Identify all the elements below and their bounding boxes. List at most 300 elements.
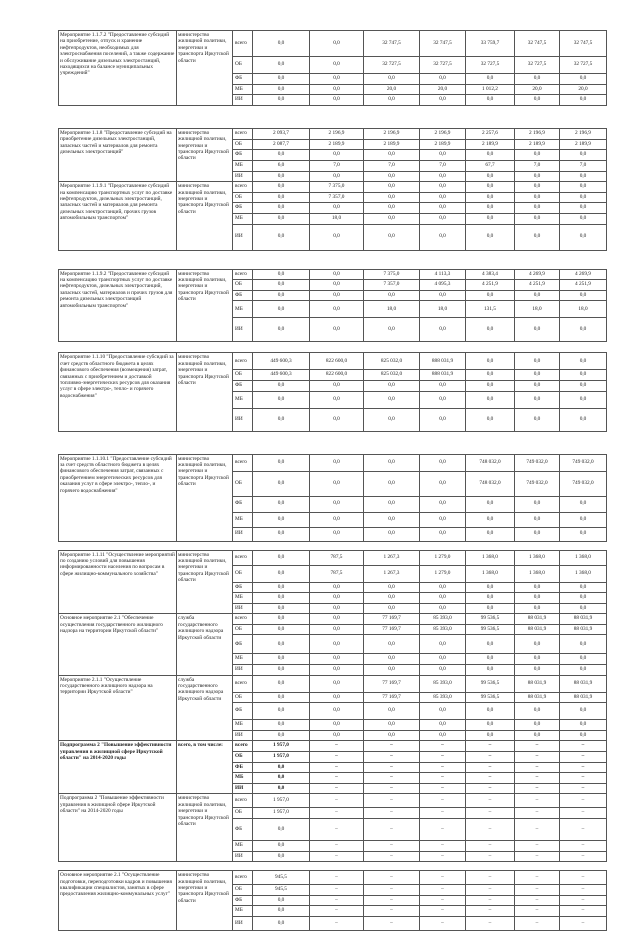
amount-cell: 0,0 xyxy=(253,703,310,720)
amount-cell: – xyxy=(466,819,515,841)
amount-cell: 0,0 xyxy=(420,603,466,614)
table-row xyxy=(59,550,607,565)
amount-cell: 0,0 xyxy=(310,635,364,654)
amount-cell: 0,0 xyxy=(310,150,364,161)
amount-cell: 0,0 xyxy=(515,318,560,342)
amount-cell: 0,0 xyxy=(364,582,420,593)
amount-cell: 0,0 xyxy=(466,203,515,214)
amount-cell: 0,0 xyxy=(253,593,310,604)
amount-cell: 0,0 xyxy=(515,182,560,193)
amount-cell: 0,0 xyxy=(253,471,310,496)
amount-cell: 2 189,9 xyxy=(364,139,420,150)
amount-cell: 0,0 xyxy=(253,290,310,301)
amount-cell: – xyxy=(466,762,515,773)
responsible-executor: служба государственного жилищного надзора Иркутской области xyxy=(177,614,233,675)
measure-description: Основное мероприятие 2.1 "Осуществление подготовки, переподготовки кадров и повышения квалификации специалистов, занятых в сфере предоставления жилищно-коммунальных услуг" xyxy=(59,871,177,931)
amount-cell: 888 031,9 xyxy=(420,370,466,381)
amount-cell: 0,0 xyxy=(466,582,515,593)
amount-cell: 0,0 xyxy=(466,665,515,676)
amount-cell: – xyxy=(310,885,364,896)
amount-cell: 0,0 xyxy=(253,182,310,193)
amount-cell: 945,5 xyxy=(253,885,310,896)
amount-cell: 2 196,9 xyxy=(515,128,560,139)
amount-cell: 0,0 xyxy=(364,150,420,161)
funding-source-cell: всего xyxy=(233,550,253,565)
amount-cell: 0,0 xyxy=(560,512,607,527)
amount-cell: 0,0 xyxy=(560,730,607,741)
separator-cell xyxy=(59,431,607,454)
amount-cell: – xyxy=(310,906,364,917)
amount-cell: 7 375,0 xyxy=(310,182,364,193)
amount-cell: 787,5 xyxy=(310,565,364,582)
amount-cell: 7 357,0 xyxy=(310,192,364,203)
funding-source-cell: ОБ xyxy=(233,624,253,635)
amount-cell: 32 747,5 xyxy=(560,31,607,57)
amount-cell: 0,0 xyxy=(560,192,607,203)
amount-cell: 4 383,4 xyxy=(466,269,515,280)
funding-source-cell: всего xyxy=(233,353,253,370)
amount-cell: – xyxy=(364,773,420,784)
amount-cell: 77 169,7 xyxy=(364,692,420,703)
amount-cell: 0,0 xyxy=(364,171,420,182)
amount-cell: 0,0 xyxy=(515,635,560,654)
amount-cell: – xyxy=(364,752,420,763)
responsible-executor: служба государственного жилищного надзора Иркутской области xyxy=(177,675,233,741)
amount-cell: 0,0 xyxy=(515,192,560,203)
amount-cell: 85 393,0 xyxy=(420,614,466,625)
funding-source-cell: МБ xyxy=(233,301,253,318)
amount-cell: 0,0 xyxy=(560,582,607,593)
amount-cell: 0,0 xyxy=(364,665,420,676)
funding-source-cell: МБ xyxy=(233,906,253,917)
amount-cell: 0,0 xyxy=(420,74,466,85)
amount-cell: 0,0 xyxy=(466,370,515,381)
amount-cell: 0,0 xyxy=(253,783,310,794)
amount-cell: 20,0 xyxy=(364,84,420,95)
amount-cell: 4 251,9 xyxy=(560,280,607,291)
amount-cell: 0,0 xyxy=(560,182,607,193)
amount-cell: – xyxy=(364,794,420,808)
budget-table xyxy=(58,30,607,931)
amount-cell: 0,0 xyxy=(560,654,607,665)
amount-cell: – xyxy=(560,808,607,819)
amount-cell: 0,0 xyxy=(466,74,515,85)
amount-cell: 0,0 xyxy=(310,74,364,85)
amount-cell: – xyxy=(515,752,560,763)
amount-cell: 0,0 xyxy=(420,703,466,720)
amount-cell: – xyxy=(420,906,466,917)
amount-cell: 18,0 xyxy=(364,301,420,318)
amount-cell: 825 032,0 xyxy=(364,353,420,370)
amount-cell: – xyxy=(466,794,515,808)
amount-cell: 33 759,7 xyxy=(466,31,515,57)
table-row xyxy=(59,871,607,885)
amount-cell: 0,0 xyxy=(364,318,420,342)
amount-cell: 825 032,0 xyxy=(364,370,420,381)
amount-cell: 0,0 xyxy=(420,95,466,106)
amount-cell: – xyxy=(310,819,364,841)
amount-cell: – xyxy=(310,773,364,784)
funding-source-cell: ФБ xyxy=(233,290,253,301)
funding-source-cell: ФБ xyxy=(233,74,253,85)
amount-cell: – xyxy=(515,762,560,773)
amount-cell: 945,5 xyxy=(253,871,310,885)
amount-cell: – xyxy=(310,741,364,752)
amount-cell: 99 536,5 xyxy=(466,692,515,703)
amount-cell: – xyxy=(364,895,420,906)
separator-cell xyxy=(59,250,607,269)
amount-cell: 0,0 xyxy=(420,391,466,408)
amount-cell: 32 747,5 xyxy=(364,31,420,57)
funding-source-cell: ФБ xyxy=(233,703,253,720)
amount-cell: 0,0 xyxy=(515,203,560,214)
block-separator xyxy=(59,105,607,128)
amount-cell: 0,0 xyxy=(420,527,466,541)
responsible-executor: министерство жилищной политики, энергетики и транспорта Иркутской области xyxy=(177,794,233,862)
amount-cell: – xyxy=(364,808,420,819)
measure-description: Мероприятие 1.1.9.2 "Предоставление субсидий на компенсацию транспортных услуг по доставке нефтепродуктов, дизельных электростанций, запасных частей, материалов и прочих грузов для ремонта дизельных электростанций автомобильным транспортом" xyxy=(59,269,177,342)
funding-source-cell: МБ xyxy=(233,160,253,171)
separator-cell xyxy=(59,862,607,871)
funding-source-cell: МБ xyxy=(233,773,253,784)
amount-cell: 0,0 xyxy=(253,665,310,676)
amount-cell: – xyxy=(466,885,515,896)
amount-cell: 0,0 xyxy=(364,408,420,431)
amount-cell: 0,0 xyxy=(420,654,466,665)
amount-cell: – xyxy=(466,841,515,852)
amount-cell: 0,0 xyxy=(420,224,466,250)
amount-cell: 0,0 xyxy=(466,635,515,654)
funding-source-cell: всего xyxy=(233,269,253,280)
amount-cell: – xyxy=(420,752,466,763)
funding-source-cell: всего xyxy=(233,741,253,752)
amount-cell: 0,0 xyxy=(515,603,560,614)
amount-cell: 0,0 xyxy=(253,819,310,841)
amount-cell: – xyxy=(420,773,466,784)
amount-cell: – xyxy=(560,794,607,808)
amount-cell: 0,0 xyxy=(310,730,364,741)
amount-cell: 0,0 xyxy=(310,527,364,541)
amount-cell: 0,0 xyxy=(253,224,310,250)
amount-cell: 0,0 xyxy=(364,454,420,471)
amount-cell: 0,0 xyxy=(310,203,364,214)
amount-cell: 32 747,5 xyxy=(515,31,560,57)
amount-cell: 0,0 xyxy=(310,692,364,703)
amount-cell: – xyxy=(515,895,560,906)
amount-cell: 0,0 xyxy=(310,593,364,604)
amount-cell: 0,0 xyxy=(310,603,364,614)
amount-cell: 2 189,9 xyxy=(560,139,607,150)
amount-cell: 0,0 xyxy=(515,353,560,370)
amount-cell: 18,0 xyxy=(420,301,466,318)
amount-cell: 7,0 xyxy=(560,160,607,171)
amount-cell: 0,0 xyxy=(466,182,515,193)
amount-cell: – xyxy=(420,851,466,862)
amount-cell: – xyxy=(515,885,560,896)
amount-cell: – xyxy=(466,871,515,885)
amount-cell: 0,0 xyxy=(310,380,364,391)
amount-cell: – xyxy=(560,885,607,896)
funding-source-cell: ОБ xyxy=(233,370,253,381)
amount-cell: 0,0 xyxy=(364,720,420,731)
amount-cell: – xyxy=(466,752,515,763)
block-separator xyxy=(59,250,607,269)
amount-cell: 0,0 xyxy=(515,380,560,391)
amount-cell: 32 747,5 xyxy=(420,31,466,57)
funding-source-cell: МБ xyxy=(233,213,253,224)
amount-cell: – xyxy=(515,773,560,784)
amount-cell: 0,0 xyxy=(253,550,310,565)
responsible-executor: министерство жилищной политики, энергетики и транспорта Иркутской области xyxy=(177,31,233,106)
amount-cell: 4 113,3 xyxy=(420,269,466,280)
amount-cell: 0,0 xyxy=(364,224,420,250)
block-separator xyxy=(59,541,607,550)
amount-cell: 88 031,9 xyxy=(515,624,560,635)
amount-cell: 1 267,3 xyxy=(364,565,420,582)
amount-cell: 0,0 xyxy=(310,624,364,635)
funding-source-cell: ОБ xyxy=(233,471,253,496)
amount-cell: 0,0 xyxy=(420,408,466,431)
amount-cell: 0,0 xyxy=(515,654,560,665)
amount-cell: – xyxy=(364,762,420,773)
amount-cell: 0,0 xyxy=(515,703,560,720)
amount-cell: 0,0 xyxy=(253,692,310,703)
amount-cell: 0,0 xyxy=(466,654,515,665)
amount-cell: 7,0 xyxy=(310,160,364,171)
amount-cell: 822 600,0 xyxy=(310,353,364,370)
amount-cell: 0,0 xyxy=(420,192,466,203)
amount-cell: – xyxy=(560,762,607,773)
amount-cell: 0,0 xyxy=(253,730,310,741)
amount-cell: 0,0 xyxy=(364,290,420,301)
amount-cell: – xyxy=(515,783,560,794)
amount-cell: – xyxy=(310,916,364,930)
amount-cell: 88 031,9 xyxy=(515,614,560,625)
table-row xyxy=(59,794,607,808)
amount-cell: 0,0 xyxy=(253,301,310,318)
amount-cell: 85 393,0 xyxy=(420,692,466,703)
amount-cell: 0,0 xyxy=(310,512,364,527)
measure-description: Мероприятие 1.1.8 "Предоставление субсидий на приобретение дизельных электростанций, запасных частей и материалов для ремонта дизельных электростанций" xyxy=(59,128,177,181)
amount-cell: 0,0 xyxy=(310,454,364,471)
amount-cell: 0,0 xyxy=(253,720,310,731)
amount-cell: 0,0 xyxy=(420,593,466,604)
amount-cell: – xyxy=(515,871,560,885)
funding-source-cell: ФБ xyxy=(233,819,253,841)
amount-cell: 0,0 xyxy=(466,512,515,527)
amount-cell: 0,0 xyxy=(310,31,364,57)
table-row xyxy=(59,128,607,139)
amount-cell: – xyxy=(420,916,466,930)
amount-cell: – xyxy=(560,819,607,841)
amount-cell: – xyxy=(420,841,466,852)
separator-cell xyxy=(59,105,607,128)
funding-source-cell: ФБ xyxy=(233,635,253,654)
table-row xyxy=(59,182,607,193)
amount-cell: 0,0 xyxy=(560,665,607,676)
amount-cell: 0,0 xyxy=(515,74,560,85)
separator-cell xyxy=(59,342,607,353)
amount-cell: 0,0 xyxy=(253,31,310,57)
amount-cell: – xyxy=(310,871,364,885)
funding-source-cell: всего xyxy=(233,614,253,625)
amount-cell: 20,0 xyxy=(560,84,607,95)
amount-cell: – xyxy=(515,906,560,917)
amount-cell: 0,0 xyxy=(364,74,420,85)
amount-cell: – xyxy=(560,773,607,784)
amount-cell: 0,0 xyxy=(515,720,560,731)
amount-cell: 0,0 xyxy=(466,290,515,301)
amount-cell: 0,0 xyxy=(466,603,515,614)
amount-cell: 0,0 xyxy=(515,408,560,431)
measure-description: Мероприятие 1.1.7.2 "Предоставление субсидий на приобретение, отпуск и хранение нефтепродуктов, необходимых для электроснабжения поселений, а также содержание и обслуживание дизельных электростанций, находящихся на балансе муниципальных учреждений" xyxy=(59,31,177,106)
amount-cell: 0,0 xyxy=(253,512,310,527)
amount-cell: 0,0 xyxy=(310,269,364,280)
amount-cell: – xyxy=(310,808,364,819)
amount-cell: 88 031,9 xyxy=(560,614,607,625)
funding-source-cell: ФБ xyxy=(233,582,253,593)
amount-cell: – xyxy=(560,906,607,917)
amount-cell: 0,0 xyxy=(466,720,515,731)
amount-cell: 0,0 xyxy=(420,290,466,301)
amount-cell: 0,0 xyxy=(466,391,515,408)
amount-cell: 0,0 xyxy=(364,95,420,106)
amount-cell: 1 368,0 xyxy=(515,565,560,582)
separator-cell xyxy=(59,541,607,550)
amount-cell: 0,0 xyxy=(466,318,515,342)
amount-cell: 0,0 xyxy=(420,496,466,512)
amount-cell: 0,0 xyxy=(310,471,364,496)
amount-cell: 0,0 xyxy=(466,95,515,106)
amount-cell: 0,0 xyxy=(560,380,607,391)
funding-source-cell: всего xyxy=(233,31,253,57)
amount-cell: 0,0 xyxy=(420,471,466,496)
measure-description: Подпрограмма 2 "Повышение эффективности управления в жилищной сфере Иркутской области" на 2014-2020 годы xyxy=(59,741,177,794)
amount-cell: 0,0 xyxy=(253,84,310,95)
amount-cell: 0,0 xyxy=(560,370,607,381)
amount-cell: 0,0 xyxy=(515,582,560,593)
amount-cell: – xyxy=(515,741,560,752)
amount-cell: 4 269,9 xyxy=(560,269,607,280)
funding-source-cell: ИИ xyxy=(233,408,253,431)
amount-cell: – xyxy=(466,906,515,917)
amount-cell: 7,0 xyxy=(515,160,560,171)
amount-cell: 1 267,3 xyxy=(364,550,420,565)
amount-cell: 749 032,0 xyxy=(515,454,560,471)
amount-cell: 0,0 xyxy=(466,380,515,391)
amount-cell: 0,0 xyxy=(253,527,310,541)
amount-cell: 0,0 xyxy=(253,654,310,665)
amount-cell: 0,0 xyxy=(560,74,607,85)
amount-cell: 67,7 xyxy=(466,160,515,171)
funding-source-cell: ИИ xyxy=(233,916,253,930)
funding-source-cell: всего xyxy=(233,871,253,885)
amount-cell: 0,0 xyxy=(310,720,364,731)
amount-cell: – xyxy=(310,841,364,852)
amount-cell: 0,0 xyxy=(420,150,466,161)
amount-cell: 0,0 xyxy=(466,213,515,224)
amount-cell: 748 032,0 xyxy=(466,471,515,496)
amount-cell: 1 957,0 xyxy=(253,752,310,763)
amount-cell: – xyxy=(420,885,466,896)
amount-cell: 0,0 xyxy=(364,703,420,720)
funding-source-cell: ОБ xyxy=(233,692,253,703)
amount-cell: 0,0 xyxy=(515,593,560,604)
amount-cell: 0,0 xyxy=(364,730,420,741)
amount-cell: 0,0 xyxy=(253,318,310,342)
amount-cell: 0,0 xyxy=(420,213,466,224)
amount-cell: – xyxy=(364,851,420,862)
amount-cell: 0,0 xyxy=(560,635,607,654)
amount-cell: 0,0 xyxy=(310,280,364,291)
amount-cell: 0,0 xyxy=(310,171,364,182)
amount-cell: 1 368,0 xyxy=(560,565,607,582)
amount-cell: 4 095,3 xyxy=(420,280,466,291)
funding-source-cell: ФБ xyxy=(233,762,253,773)
funding-source-cell: ИИ xyxy=(233,224,253,250)
amount-cell: 0,0 xyxy=(253,675,310,692)
amount-cell: – xyxy=(560,752,607,763)
amount-cell: – xyxy=(310,783,364,794)
amount-cell: 0,0 xyxy=(310,703,364,720)
amount-cell: 0,0 xyxy=(253,916,310,930)
amount-cell: 0,0 xyxy=(515,290,560,301)
responsible-executor: министерство жилищной политики, энергетики и транспорта Иркутской области xyxy=(177,269,233,342)
amount-cell: 0,0 xyxy=(466,353,515,370)
measure-description: Мероприятие 1.1.9.1 "Предоставление субсидий на компенсацию транспортных услуг по доставке нефтепродуктов, дизельных электростанций, запасных частей и материалов для ремонта дизельных электростанций, прочих грузов автомобильным транспортом" xyxy=(59,182,177,250)
amount-cell: 1 279,0 xyxy=(420,550,466,565)
amount-cell: 0,0 xyxy=(253,851,310,862)
amount-cell: 0,0 xyxy=(466,408,515,431)
amount-cell: – xyxy=(515,841,560,852)
amount-cell: – xyxy=(420,783,466,794)
responsible-executor: министерство жилищной политики, энергетики и транспорта Иркутской области xyxy=(177,550,233,614)
amount-cell: 20,0 xyxy=(420,84,466,95)
amount-cell: 88 031,9 xyxy=(515,692,560,703)
amount-cell: 0,0 xyxy=(466,593,515,604)
amount-cell: – xyxy=(420,794,466,808)
amount-cell: – xyxy=(560,741,607,752)
amount-cell: 0,0 xyxy=(364,192,420,203)
amount-cell: – xyxy=(420,741,466,752)
amount-cell: – xyxy=(560,895,607,906)
funding-source-cell: ИИ xyxy=(233,665,253,676)
amount-cell: 0,0 xyxy=(466,171,515,182)
amount-cell: 20,0 xyxy=(515,84,560,95)
amount-cell: 0,0 xyxy=(560,203,607,214)
amount-cell: 0,0 xyxy=(310,582,364,593)
amount-cell: – xyxy=(364,885,420,896)
amount-cell: 0,0 xyxy=(364,203,420,214)
funding-source-cell: МБ xyxy=(233,84,253,95)
amount-cell: 0,0 xyxy=(420,720,466,731)
amount-cell: 0,0 xyxy=(560,150,607,161)
funding-source-cell: всего xyxy=(233,794,253,808)
funding-source-cell: ФБ xyxy=(233,895,253,906)
amount-cell: 18,0 xyxy=(310,213,364,224)
amount-cell: 0,0 xyxy=(560,603,607,614)
amount-cell: 0,0 xyxy=(253,203,310,214)
amount-cell: 0,0 xyxy=(420,380,466,391)
amount-cell: – xyxy=(466,895,515,906)
funding-source-cell: ФБ xyxy=(233,380,253,391)
amount-cell: 0,0 xyxy=(515,224,560,250)
amount-cell: 0,0 xyxy=(560,224,607,250)
amount-cell: 0,0 xyxy=(515,95,560,106)
funding-source-cell: ИИ xyxy=(233,318,253,342)
funding-source-cell: МБ xyxy=(233,593,253,604)
funding-source-cell: всего xyxy=(233,128,253,139)
